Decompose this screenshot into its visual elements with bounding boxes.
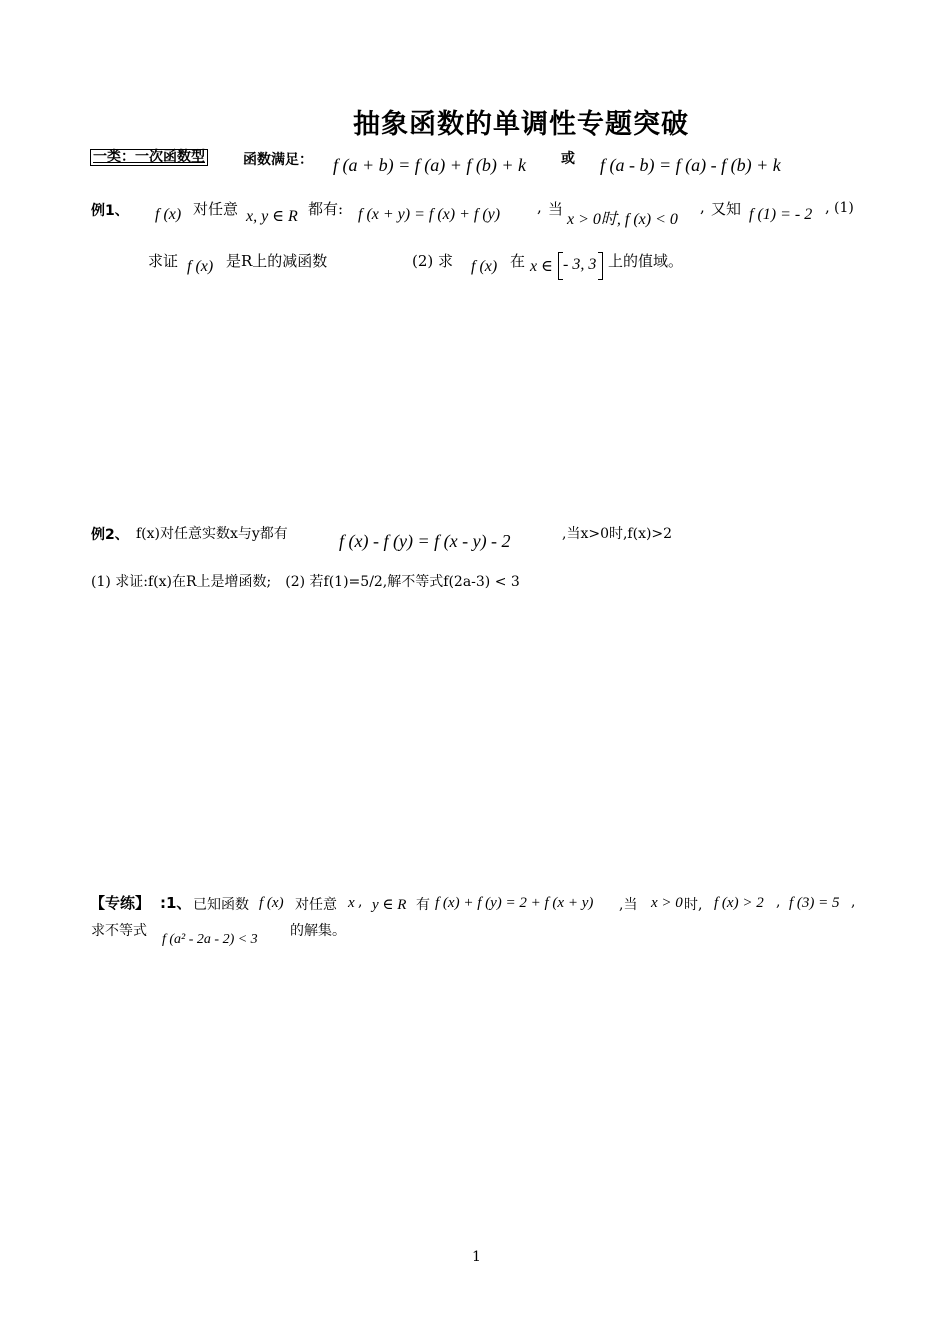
example1-q2-fx: f (x) xyxy=(471,258,498,275)
example2-text2: ,当x>0时,f(x)>2 xyxy=(562,526,673,542)
exercise-comma2: , xyxy=(776,894,781,910)
example1-q1-tail: 是R上的减函数 xyxy=(226,252,328,270)
example1-comma1: , xyxy=(537,198,542,216)
example2-questions: (1) 求证:f(x)在R上是增函数; (2) 若f(1)=5/2,解不等式f(2a-3) < 3 xyxy=(91,574,520,590)
example1-text-any: 对任意 xyxy=(193,200,239,218)
example1-comma3: , xyxy=(825,198,830,216)
exercise-text3: 有 xyxy=(416,897,430,913)
exercise-number: :1、 xyxy=(160,894,192,912)
example1-condition: x > 0时, f (x) < 0 xyxy=(567,211,678,228)
example1-q2-tail: 上的值域。 xyxy=(608,252,684,270)
example1-q1-text: 求证 xyxy=(148,252,179,270)
example2-label: 例2、 xyxy=(91,527,129,543)
exercise-label: 【专练】 xyxy=(90,894,151,912)
example1-text-all: 都有: xyxy=(308,200,344,218)
formula-b: f (a - b) = f (a) - f (b) + k xyxy=(600,155,781,175)
or-label: 或 xyxy=(561,151,575,167)
example1-equation: f (x + y) = f (x) + f (y) xyxy=(358,206,501,223)
example1-comma2: , xyxy=(700,198,705,216)
example1-fx: f (x) xyxy=(155,206,182,223)
exercise-line2-tail: 的解集。 xyxy=(290,923,346,939)
exercise-text4: ,当 xyxy=(619,897,638,913)
page-title: 抽象函数的单调性专题突破 xyxy=(353,109,689,140)
exercise-comma3: , xyxy=(851,894,856,910)
formula-a: f (a + b) = f (a) + f (b) + k xyxy=(333,155,527,175)
exercise-fx-gt: f (x) > 2 xyxy=(714,895,764,911)
exercise-y-in-r: y ∈ R xyxy=(372,897,407,913)
interval-right-bracket xyxy=(598,252,603,280)
example1-label: 例1、 xyxy=(91,203,129,219)
example1-q2-x: x ∈ xyxy=(530,258,553,275)
exercise-text2: 对任意 xyxy=(295,897,337,913)
exercise-fx: f (x) xyxy=(259,895,284,911)
page-number: 1 xyxy=(472,1249,481,1265)
condition-label: 函数满足： xyxy=(243,152,313,168)
example1-q1-fx: f (x) xyxy=(187,258,214,275)
exercise-comma: , xyxy=(358,894,363,910)
example1-f1-value: f (1) = - 2 xyxy=(749,206,813,223)
example1-q1-number: (1) xyxy=(834,200,854,216)
exercise-text5: 时, xyxy=(684,897,703,913)
exercise-line2-text: 求不等式 xyxy=(91,923,147,939)
example1-text-known: 又知 xyxy=(711,200,742,218)
example2-equation: f (x) - f (y) = f (x - y) - 2 xyxy=(339,531,511,551)
exercise-f3-value: f (3) = 5 xyxy=(789,895,840,911)
exercise-inequality: f (a² - 2a - 2) < 3 xyxy=(162,932,258,947)
exercise-text1: 已知函数 xyxy=(193,897,249,913)
example1-text-when: 当 xyxy=(548,200,564,218)
section-type-label: 一类：一次函数型 xyxy=(90,149,208,166)
exercise-x: x xyxy=(348,895,355,911)
example1-xy-in-r: x, y ∈ R xyxy=(246,208,298,225)
example1-q2-in: 在 xyxy=(510,252,526,270)
example2-text1: f(x)对任意实数x与y都有 xyxy=(136,526,288,542)
exercise-condition: x > 0 xyxy=(651,895,683,911)
example1-q2-interval: - 3, 3 xyxy=(563,256,597,273)
example1-q2-number: (2) 求 xyxy=(412,252,454,270)
exercise-equation: f (x) + f (y) = 2 + f (x + y) xyxy=(435,895,594,911)
